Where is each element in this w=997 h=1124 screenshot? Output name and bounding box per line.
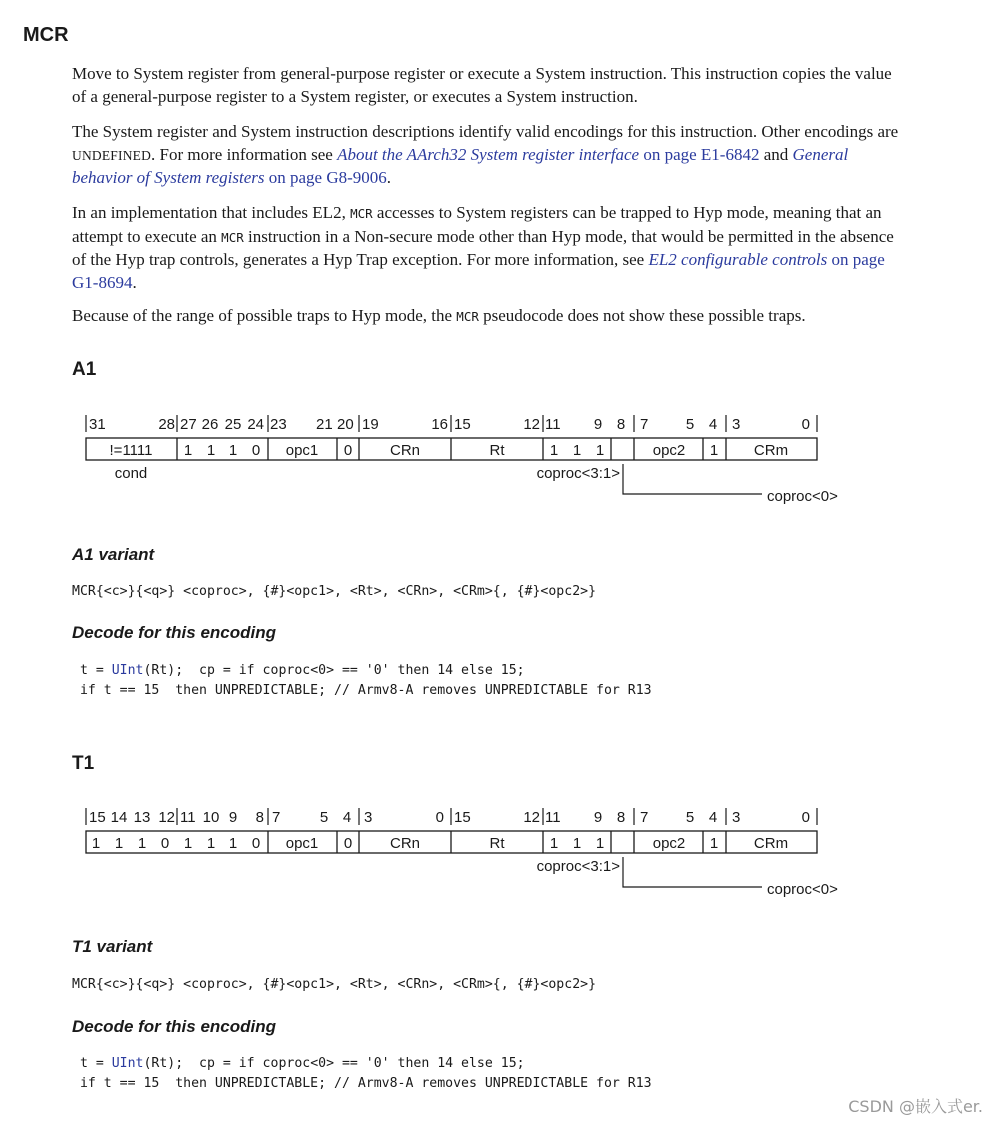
field-name-coproc-lo: coproc<0>	[767, 488, 838, 505]
field-crn: CRn	[389, 442, 421, 459]
bit-label: 3	[364, 809, 373, 826]
field-opc1: opc1	[285, 442, 319, 459]
bit-label: 13	[133, 809, 151, 826]
intro-paragraph: Move to System register from general-purpose register or execute a System instruction. This instruction copies the value of a general-purpose register to a System register, or executes a System instruction.	[72, 64, 892, 106]
bit-label: 21	[316, 416, 333, 433]
field-bit: 1	[709, 442, 719, 459]
uint-function: UInt	[111, 663, 144, 678]
bit-label: 4	[342, 809, 352, 826]
bit-label: 0	[435, 809, 444, 826]
bit-label: 11	[180, 809, 196, 826]
bit-label: 8	[616, 416, 626, 433]
hyp-trap-paragraph: In an implementation that includes EL2, MCR accesses to System registers can be trapped to Hyp mode, meaning that an attempt to execute an MCR instruction in a Non-secure mode other than Hyp mode, that would be permitted in the absence of the Hyp trap controls, generates a Hyp Trap exception. For more information, see EL2 configurable controls on page G1-8694.	[72, 203, 894, 292]
field-bit: 0	[343, 835, 353, 852]
field-bit: 0	[343, 442, 353, 459]
mcr-mnemonic: MCR	[350, 206, 373, 221]
field-bit: 0	[251, 835, 261, 852]
a1-encoding-diagram	[0, 400, 997, 505]
field-crm: CRm	[753, 835, 789, 852]
field-bit: 1	[595, 835, 605, 852]
page-title: MCR	[23, 24, 69, 46]
a1-decode-code: t = UInt(Rt); cp = if coproc<0> == '0' then 14 else 15; if t == 15 then UNPREDICTABLE; // Armv8-A removes UNPREDICTABLE for R13	[72, 663, 652, 698]
bit-label: 12	[523, 809, 540, 826]
field-opc1: opc1	[285, 835, 319, 852]
bit-label: 8	[616, 809, 626, 826]
field-bit: 1	[228, 835, 238, 852]
field-bit: 1	[572, 835, 582, 852]
bit-label: 11	[545, 416, 561, 433]
bit-label: 7	[640, 809, 649, 826]
bit-label: 15	[454, 416, 471, 433]
bit-label: 9	[593, 416, 603, 433]
link-general-behavior-system-registers[interactable]: General behavior of System registers on page G8-9006	[72, 144, 849, 187]
bit-label: 27	[180, 416, 197, 433]
field-bit: 1	[114, 835, 124, 852]
bit-label: 26	[201, 416, 219, 433]
field-rt: Rt	[489, 835, 505, 852]
mcr-mnemonic: MCR	[456, 309, 479, 324]
bit-label: 12	[523, 416, 540, 433]
t1-heading: T1	[72, 753, 95, 774]
field-bit: 0	[251, 442, 261, 459]
bit-label: 5	[685, 416, 695, 433]
field-cond-value: !=1111	[109, 442, 153, 459]
field-bit: 1	[183, 442, 193, 459]
bit-label: 10	[202, 809, 220, 826]
bit-label: 16	[431, 416, 448, 433]
bit-label: 12	[158, 809, 175, 826]
t1-syntax: MCR{<c>}{<q>} <coproc>, {#}<opc1>, <Rt>, <CRn>, <CRm>{, {#}<opc2>}	[72, 977, 597, 992]
link-el2-configurable-controls[interactable]: EL2 configurable controls on page G1-8694	[72, 250, 885, 292]
field-bit: 0	[160, 835, 170, 852]
t1-encoding-diagram	[0, 793, 997, 898]
field-bit: 1	[549, 835, 559, 852]
bit-label: 11	[545, 809, 561, 826]
field-bit: 1	[91, 835, 101, 852]
bit-label: 9	[593, 809, 603, 826]
link-aarch32-system-register-interface[interactable]: About the AArch32 System register interface on page E1-6842	[337, 144, 760, 164]
field-opc2: opc2	[652, 835, 686, 852]
bit-label: 23	[270, 416, 287, 433]
bit-label: 4	[708, 809, 718, 826]
bit-label: 9	[228, 809, 238, 826]
field-name-cond: cond	[114, 465, 148, 482]
field-crn: CRn	[389, 835, 421, 852]
bit-label: 15	[454, 809, 471, 826]
field-name-coproc-hi: coproc<3:1>	[536, 858, 620, 875]
bit-label: 20	[337, 416, 354, 433]
field-bit: 1	[206, 442, 216, 459]
bit-label: 15	[89, 809, 106, 826]
field-crm: CRm	[753, 442, 789, 459]
encodings-paragraph: The System register and System instruction descriptions identify valid encodings for this instruction. Other encodings are UNDEFINED. For more information see About the AArch32 System register interface on page E1-6842 and General behavior of System registers on page G8-9006.	[72, 122, 899, 187]
bit-label: 19	[362, 416, 379, 433]
bit-label: 4	[708, 416, 718, 433]
t1-decode-heading: Decode for this encoding	[72, 1017, 277, 1036]
bit-label: 3	[732, 809, 741, 826]
mcr-mnemonic: MCR	[221, 229, 244, 245]
a1-decode-heading: Decode for this encoding	[72, 623, 277, 642]
undefined-term: UNDEFINED	[72, 147, 152, 163]
a1-variant-heading: A1 variant	[72, 545, 155, 564]
bit-label: 31	[89, 416, 106, 433]
field-bit: 1	[572, 442, 582, 459]
t1-variant-heading: T1 variant	[72, 937, 153, 956]
bit-label: 0	[801, 416, 810, 433]
field-bit: 1	[595, 442, 605, 459]
field-name-coproc-hi: coproc<3:1>	[536, 465, 620, 482]
field-bit: 1	[206, 835, 216, 852]
field-bit: 1	[709, 835, 719, 852]
bit-label: 8	[255, 809, 264, 826]
bit-label: 5	[685, 809, 695, 826]
field-name-coproc-lo: coproc<0>	[767, 881, 838, 898]
field-bit: 1	[183, 835, 193, 852]
a1-syntax: MCR{<c>}{<q>} <coproc>, {#}<opc1>, <Rt>, <CRn>, <CRm>{, {#}<opc2>}	[72, 584, 597, 599]
uint-function: UInt	[111, 1056, 144, 1071]
bit-label: 7	[272, 809, 281, 826]
bit-label: 25	[224, 416, 242, 433]
field-rt: Rt	[489, 442, 505, 459]
watermark: CSDN @嵌入式er.	[848, 1097, 983, 1116]
bit-label: 24	[247, 416, 264, 433]
bit-label: 28	[158, 416, 175, 433]
pseudocode-note-paragraph: Because of the range of possible traps to Hyp mode, the MCR pseudocode does not show these possible traps.	[72, 306, 806, 325]
bit-label: 7	[640, 416, 649, 433]
bit-label: 0	[801, 809, 810, 826]
bit-label: 5	[319, 809, 329, 826]
field-bit: 1	[137, 835, 147, 852]
bit-label: 3	[732, 416, 741, 433]
bit-label: 14	[110, 809, 128, 826]
t1-decode-code: t = UInt(Rt); cp = if coproc<0> == '0' then 14 else 15; if t == 15 then UNPREDICTABLE; // Armv8-A removes UNPREDICTABLE for R13	[72, 1056, 652, 1091]
field-opc2: opc2	[652, 442, 686, 459]
field-bit: 1	[549, 442, 559, 459]
a1-heading: A1	[72, 359, 97, 380]
field-bit: 1	[228, 442, 238, 459]
